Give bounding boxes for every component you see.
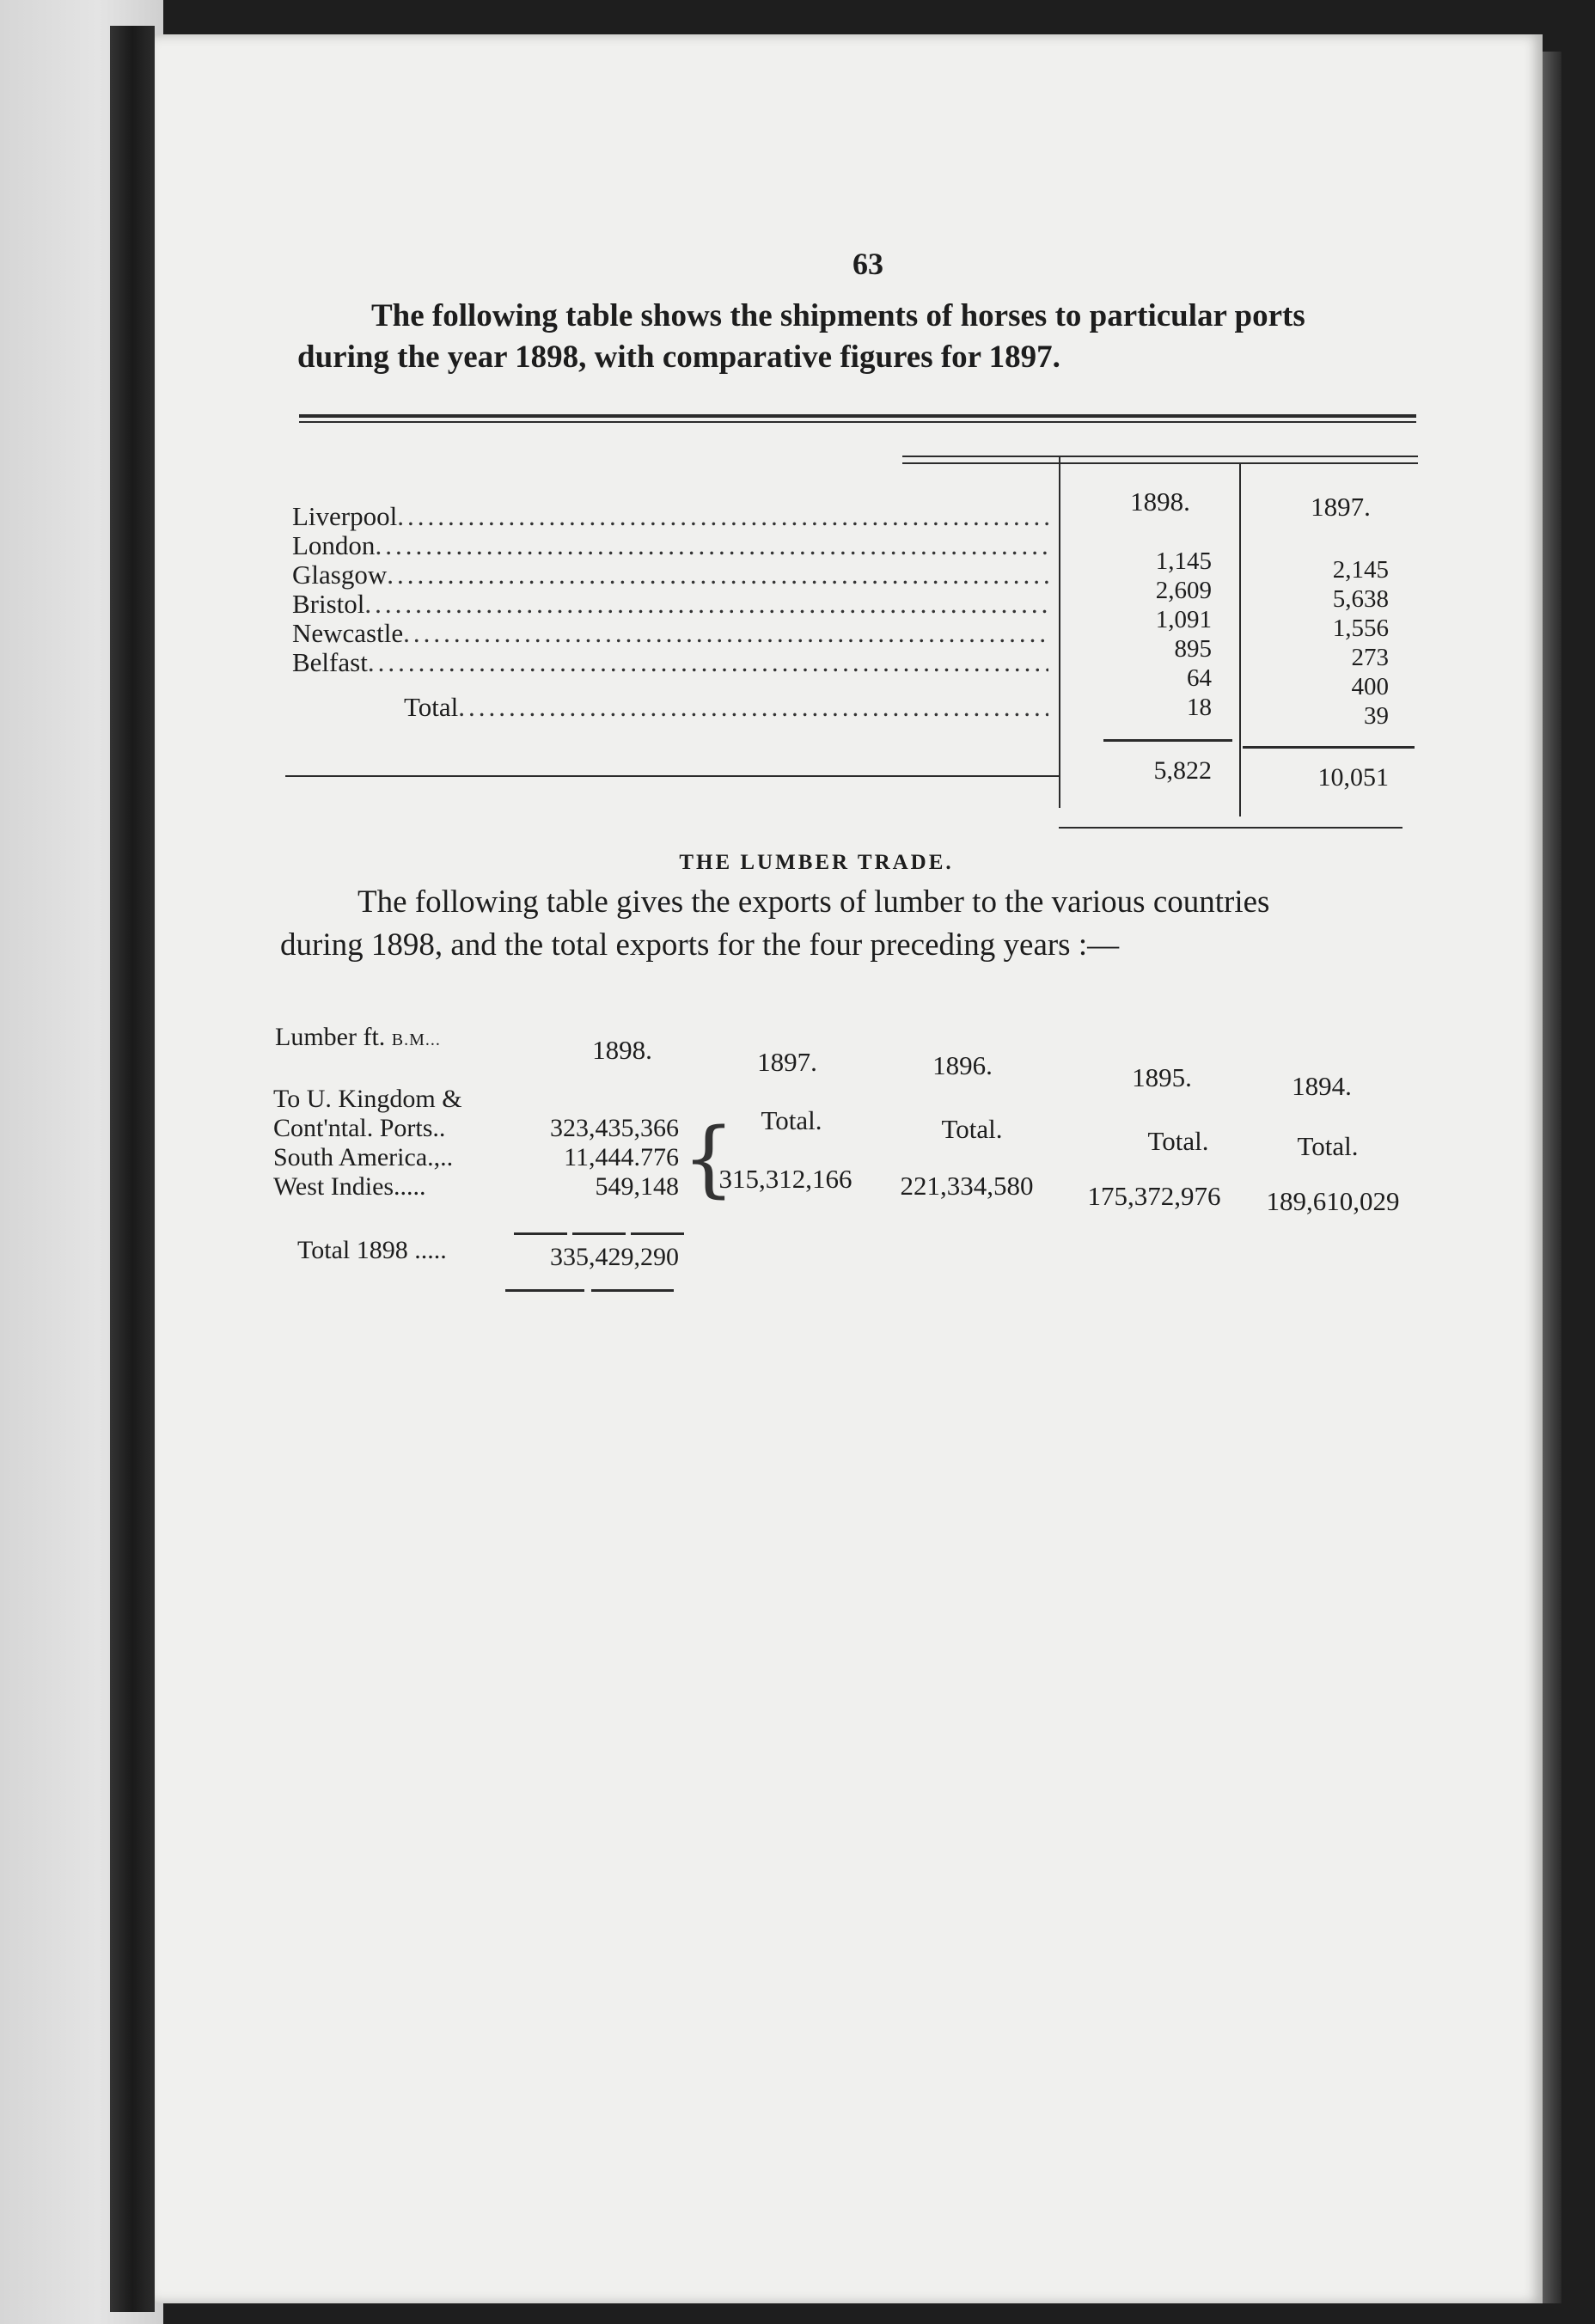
port-row	[292, 531, 1048, 560]
lumber-section-title: THE LUMBER TRADE.	[679, 851, 954, 874]
leader-dots	[403, 619, 1048, 648]
horses-total-1898: 5,822	[1153, 756, 1212, 785]
lumber-total-1896: 221,334,580	[900, 1171, 1034, 1201]
leader-dots	[387, 560, 1048, 590]
lumber-intro-line-2: during 1898, and the total exports for the four preceding years :—	[280, 927, 1120, 963]
port-row	[292, 619, 1048, 648]
port-name: London	[292, 531, 376, 560]
lumber-sum-rule-b	[572, 1232, 626, 1235]
table-header-rule	[902, 456, 1418, 457]
leader-dots	[368, 648, 1048, 677]
destination-label: South America.,..	[273, 1143, 454, 1171]
value-cell: 2,145	[1332, 556, 1389, 584]
value-cell: 549,148	[595, 1172, 679, 1201]
horses-intro-line-2: during the year 1898, with comparative figures for 1897.	[297, 339, 1060, 375]
page-edge	[1543, 52, 1561, 2303]
horses-total-1897: 10,051	[1317, 763, 1389, 792]
unit-abbr: B.M...	[391, 1031, 441, 1049]
horses-col-head-1898: 1898.	[1130, 486, 1190, 517]
value-cell: 273	[1351, 644, 1389, 671]
lumber-unit-label	[275, 1023, 441, 1052]
lumber-total-label-1895: Total.	[1147, 1126, 1209, 1156]
value-cell: 400	[1351, 673, 1389, 700]
unit-label-text: Lumber ft.	[275, 1023, 386, 1051]
port-row	[292, 560, 1048, 590]
value-cell: 335,429,290	[550, 1243, 679, 1271]
port-name: Belfast	[292, 648, 368, 677]
value-cell: 2,609	[1155, 577, 1212, 604]
value-cell: 323,435,366	[550, 1114, 679, 1142]
lumber-intro-line-1: The following table gives the exports of lumber to the various countries	[358, 884, 1270, 920]
lumber-row	[273, 1143, 462, 1172]
horses-intro-line-1: The following table shows the shipments of horses to particular ports	[371, 298, 1305, 333]
lumber-row	[273, 1172, 462, 1202]
sum-rule-1897	[1243, 746, 1415, 749]
port-name: Liverpool	[292, 502, 398, 531]
horses-col-divider-1	[1059, 456, 1060, 808]
horses-values-1897	[1289, 555, 1389, 731]
port-row	[292, 502, 1048, 531]
value-cell: 64	[1187, 664, 1212, 692]
lumber-total-1897: 315,312,166	[718, 1164, 852, 1194]
lumber-double-rule-b	[591, 1289, 674, 1292]
table-top-rule-thick	[299, 414, 1416, 418]
port-name: Glasgow	[292, 560, 388, 590]
leader-dots	[364, 590, 1048, 619]
port-row	[292, 648, 1048, 677]
lumber-sum-rule-c	[631, 1232, 684, 1235]
lumber-row	[273, 1114, 462, 1143]
destination-label: West Indies.....	[273, 1172, 426, 1201]
lumber-row	[273, 1085, 462, 1114]
table-header-rule-2	[902, 462, 1418, 464]
page-number: 63	[852, 247, 883, 281]
lumber-sum-rule-a	[514, 1232, 567, 1235]
lumber-year-1898: 1898.	[592, 1035, 652, 1065]
horses-col-divider-2	[1239, 464, 1241, 816]
value-cell: 39	[1364, 702, 1389, 730]
lumber-values-1898	[512, 1114, 679, 1202]
lumber-total-1895: 175,372,976	[1087, 1181, 1221, 1211]
leader-dots	[375, 531, 1048, 560]
lumber-total-label-1894: Total.	[1297, 1131, 1359, 1161]
value-cell: 5,638	[1332, 585, 1389, 613]
port-name: Bristol	[292, 590, 365, 619]
lumber-total-label-1896: Total.	[941, 1114, 1003, 1144]
horses-col-head-1897: 1897.	[1311, 492, 1371, 522]
value-cell: 1,091	[1155, 606, 1212, 633]
horses-bottom-rule-right	[1059, 827, 1402, 829]
horses-port-list	[292, 502, 1048, 722]
value-cell: 895	[1174, 635, 1212, 663]
table-top-rule-thin	[299, 421, 1416, 423]
lumber-double-rule-a	[505, 1289, 584, 1292]
lumber-year-1896: 1896.	[932, 1050, 993, 1080]
destination-label: Cont'ntal. Ports..	[273, 1114, 446, 1142]
lumber-total-1898-label: Total 1898 .....	[297, 1236, 447, 1264]
value-cell: 11,444.776	[564, 1143, 679, 1171]
total-label: Total	[404, 693, 459, 722]
leader-dots	[397, 502, 1048, 531]
destination-label: To U. Kingdom &	[273, 1085, 462, 1113]
port-row	[292, 590, 1048, 619]
lumber-total-1894: 189,610,029	[1266, 1186, 1400, 1216]
value-cell: 1,145	[1155, 547, 1212, 575]
leader-dots	[458, 693, 1048, 722]
lumber-total-label-1897: Total.	[761, 1105, 822, 1135]
value-cell: 18	[1187, 694, 1212, 721]
port-name: Newcastle	[292, 619, 404, 648]
lumber-year-1894: 1894.	[1292, 1071, 1352, 1101]
sum-rule-1898	[1103, 739, 1232, 742]
lumber-year-1897: 1897.	[757, 1047, 817, 1077]
lumber-year-1895: 1895.	[1132, 1062, 1192, 1092]
value-cell: 1,556	[1332, 615, 1389, 642]
horses-total-row	[292, 693, 1048, 722]
horses-values-1898	[1109, 547, 1212, 722]
lumber-total-1898-value	[512, 1243, 679, 1272]
lumber-destination-list	[273, 1085, 462, 1202]
horses-bottom-rule	[285, 775, 1059, 777]
grouping-brace: {	[682, 1110, 736, 1207]
book-spine	[110, 26, 155, 2312]
